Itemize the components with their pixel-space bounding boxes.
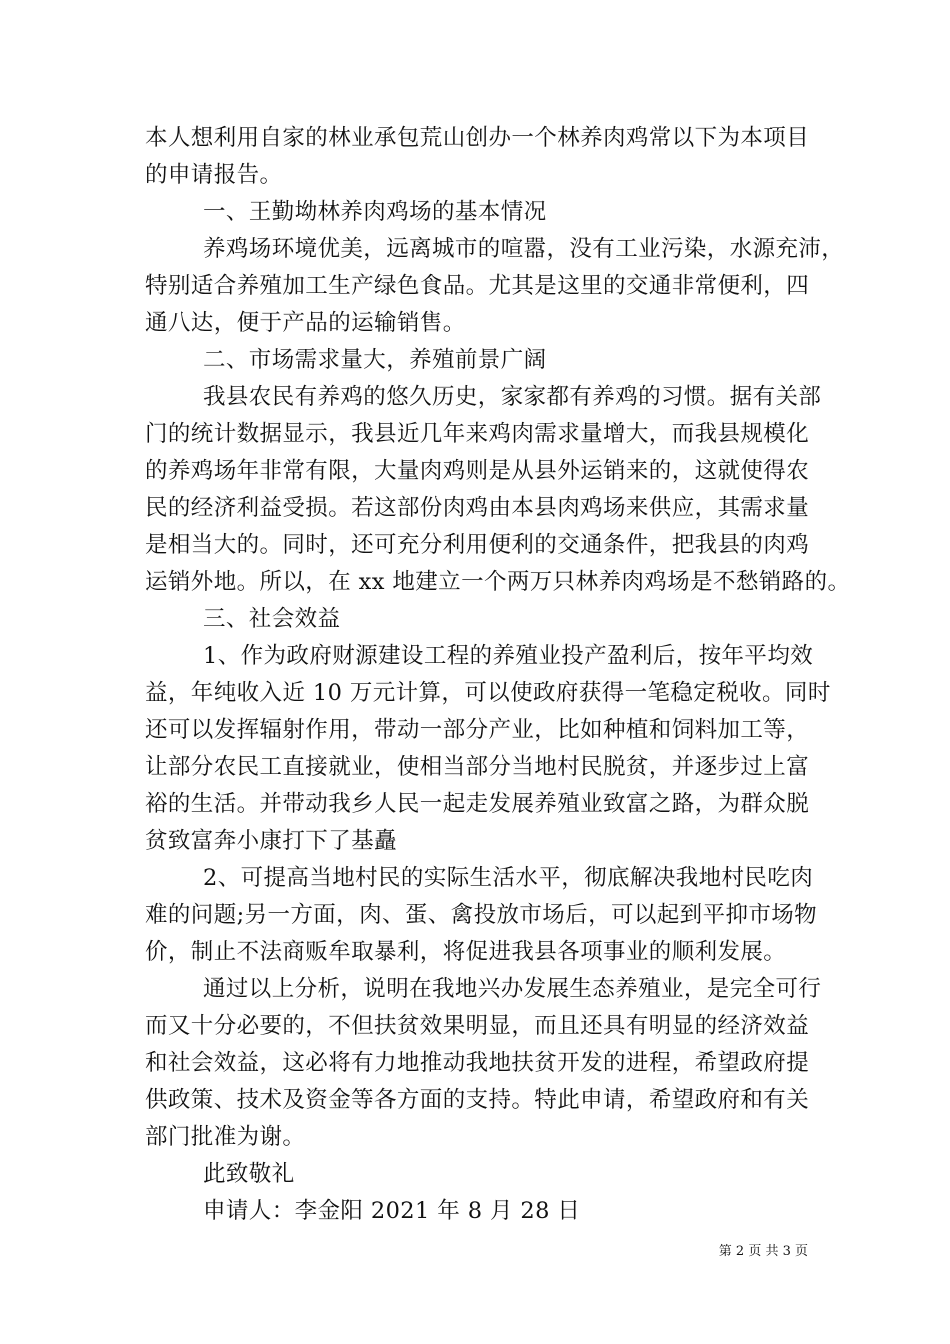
text-line: 门的统计数据显示，我县近几年来鸡肉需求量增大，而我县规模化 [145,421,810,447]
section-heading: 二、市场需求量大，养殖前景广阔 [203,347,547,373]
text-line: 让部分农民工直接就业，使相当部分当地村民脱贫，并逐步过上富 [145,754,810,780]
text-line: 难的问题;另一方面，肉、蛋、禽投放市场后，可以起到平抑市场物 [145,902,818,928]
text-line: 通八达，便于产品的运输销售。 [145,310,466,336]
text-line: 价，制止不法商贩牟取暴利，将促进我县各项事业的顺利发展。 [145,939,787,965]
text-line: 2、可提高当地村民的实际生活水平，彻底解决我地村民吃肉 [203,865,814,891]
text-line: 和社会效益，这必将有力地推动我地扶贫开发的进程，希望政府提 [145,1050,810,1076]
section-heading: 三、社会效益 [203,606,341,632]
signature-line: 申请人：李金阳 2021 年 8 月 28 日 [203,1198,581,1224]
page-number: 第 2 页 共 3 页 [718,1244,808,1259]
text-line: 是相当大的。同时，还可充分利用便利的交通条件，把我县的肉鸡 [145,532,810,558]
text-line: 养鸡场环境优美，远离城市的喧嚣，没有工业污染，水源充沛， [203,236,845,262]
text-line: 运销外地。所以，在 xx 地建立一个两万只林养肉鸡场是不愁销路的。 [145,569,851,595]
text-line: 部门批准为谢。 [145,1124,306,1150]
text-line: 益，年纯收入近 10 万元计算，可以使政府获得一笔稳定税收。同时 [145,680,831,706]
text-line: 特别适合养殖加工生产绿色食品。尤其是这里的交通非常便利，四 [145,273,810,299]
text-line: 裕的生活。并带动我乡人民一起走发展养殖业致富之路，为群众脱 [145,791,810,817]
text-line: 还可以发挥辐射作用，带动一部分产业，比如种植和饲料加工等， [145,717,810,743]
text-line: 我县农民有养鸡的悠久历史，家家都有养鸡的习惯。据有关部 [203,384,822,410]
text-line: 的养鸡场年非常有限，大量肉鸡则是从县外运销来的，这就使得农 [145,458,810,484]
text-line: 1、作为政府财源建设工程的养殖业投产盈利后，按年平均效 [203,643,814,669]
text-line: 通过以上分析，说明在我地兴办发展生态养殖业，是完全可行 [203,976,822,1002]
text-line: 而又十分必要的，不但扶贫效果明显，而且还具有明显的经济效益 [145,1013,810,1039]
closing-salutation: 此致敬礼 [203,1161,295,1187]
text-line: 的申请报告。 [145,162,283,188]
section-heading: 一、王勤坳林养肉鸡场的基本情况 [203,199,547,225]
text-line: 本人想利用自家的林业承包荒山创办一个林养肉鸡常以下为本项目 [145,125,810,151]
text-line: 民的经济利益受损。若这部份肉鸡由本县肉鸡场来供应，其需求量 [145,495,810,521]
text-line: 供政策、技术及资金等各方面的支持。特此申请，希望政府和有关 [145,1087,810,1113]
text-line: 贫致富奔小康打下了基矗 [145,828,397,854]
